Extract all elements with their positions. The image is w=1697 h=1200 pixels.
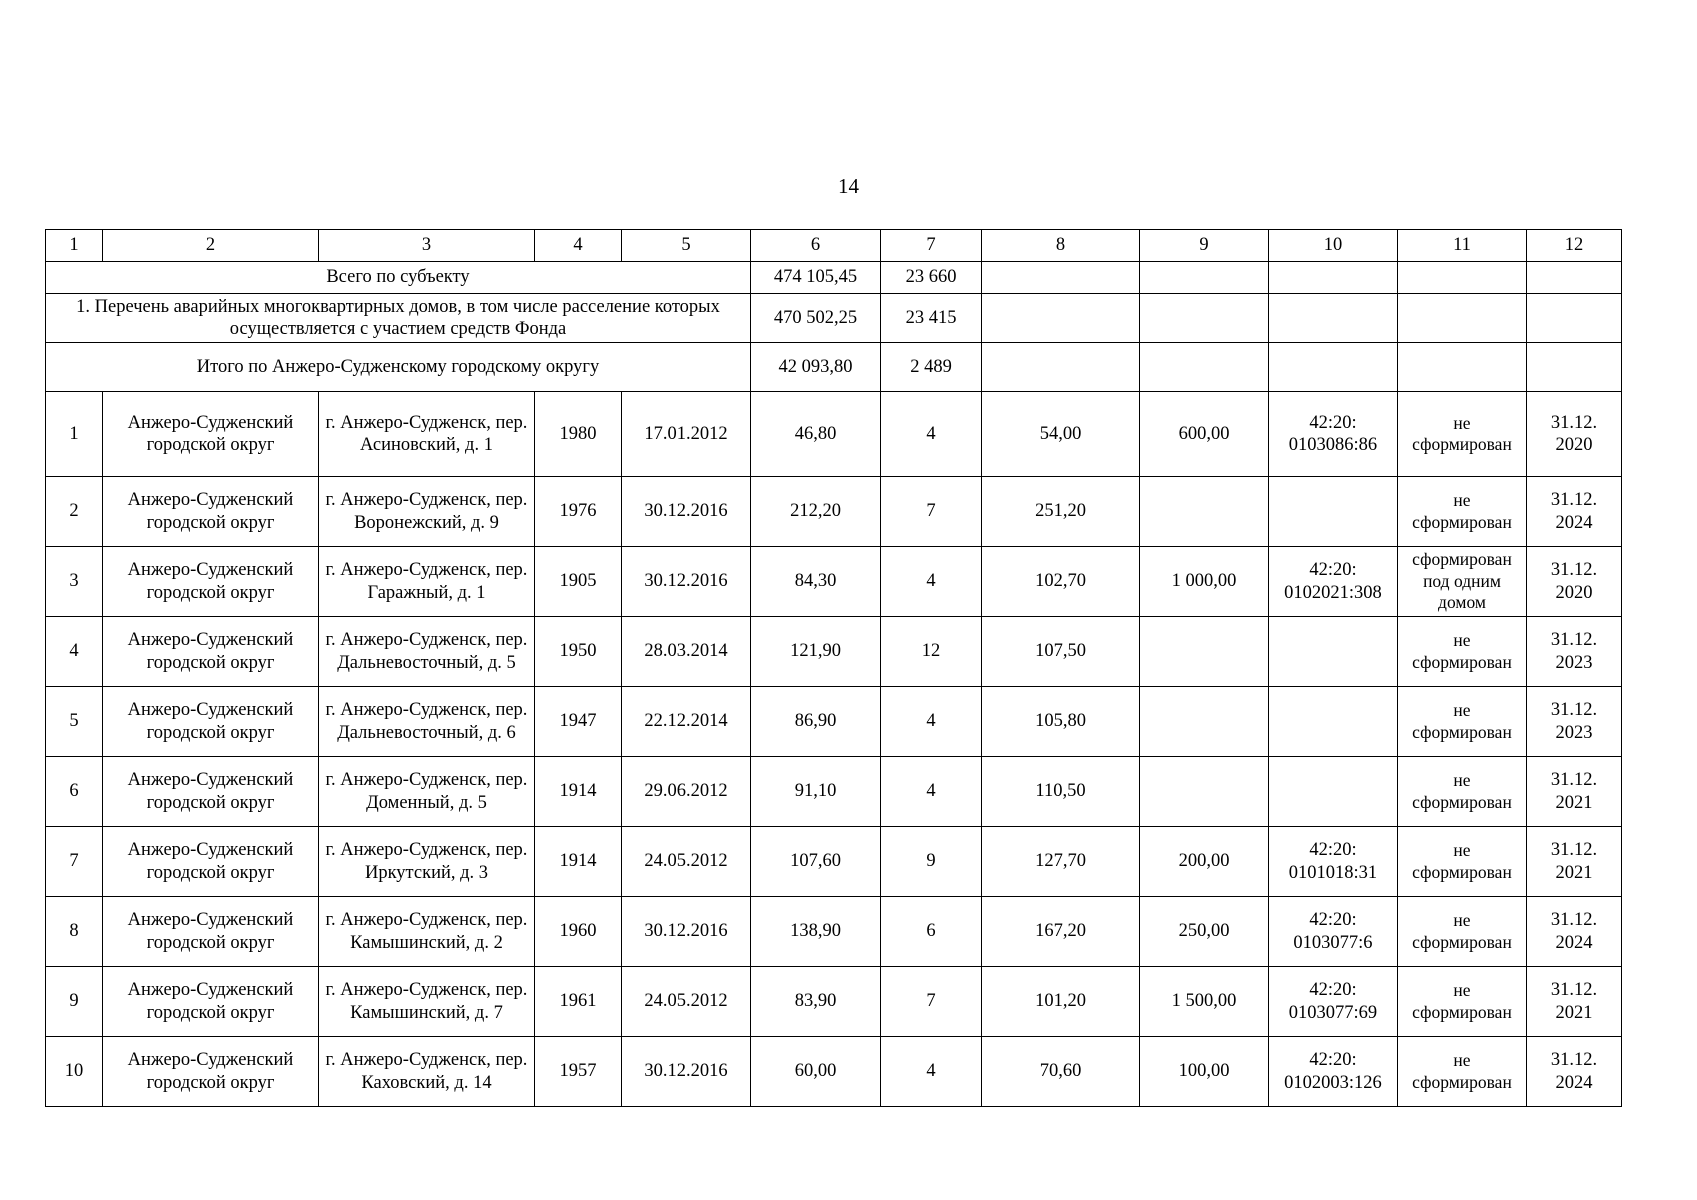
land-area-cell: 250,00	[1140, 897, 1269, 967]
empty-cell	[1527, 262, 1622, 294]
year-built-cell: 1947	[535, 687, 622, 757]
year-built-cell: 1914	[535, 827, 622, 897]
land-status-text: не сформирован	[1412, 1050, 1512, 1092]
municipality-cell: Анжеро-Судженский городской округ	[103, 477, 319, 547]
column-number-header: 11	[1398, 230, 1527, 262]
municipality-cell: Анжеро-Судженский городской округ	[103, 757, 319, 827]
residents-cell: 4	[881, 1037, 982, 1107]
land-status-text: сформирован под одним домом	[1412, 549, 1512, 613]
row-number-cell: 2	[46, 477, 103, 547]
resettlement-deadline-cell: 31.12. 2020	[1527, 392, 1622, 477]
cadastral-number-cell: 42:20: 0103077:6	[1269, 897, 1398, 967]
table-row	[46, 687, 1622, 757]
year-built-cell: 1976	[535, 477, 622, 547]
column-number-header: 5	[622, 230, 751, 262]
land-area-cell: 1 500,00	[1140, 967, 1269, 1037]
emergency-date-cell: 22.12.2014	[622, 687, 751, 757]
table-row	[46, 477, 1622, 547]
emergency-date-cell: 30.12.2016	[622, 547, 751, 617]
cadastral-number-cell	[1269, 687, 1398, 757]
cadastral-number-cell	[1269, 757, 1398, 827]
table-row	[46, 757, 1622, 827]
resettlement-deadline-cell: 31.12. 2024	[1527, 1037, 1622, 1107]
resettlement-deadline-cell: 31.12. 2023	[1527, 687, 1622, 757]
empty-cell	[1269, 262, 1398, 294]
empty-cell	[1140, 343, 1269, 392]
column-number-header: 7	[881, 230, 982, 262]
empty-cell	[1269, 343, 1398, 392]
total-area-cell: 110,50	[982, 757, 1140, 827]
residents-cell: 4	[881, 687, 982, 757]
total-area-cell: 107,50	[982, 617, 1140, 687]
emergency-date-cell: 24.05.2012	[622, 827, 751, 897]
column-number-header: 4	[535, 230, 622, 262]
empty-cell	[1527, 294, 1622, 343]
emergency-date-cell: 28.03.2014	[622, 617, 751, 687]
living-area-cell: 107,60	[751, 827, 881, 897]
land-area-cell	[1140, 687, 1269, 757]
cadastral-number-cell: 42:20: 0102003:126	[1269, 1037, 1398, 1107]
summary-row	[46, 343, 1622, 392]
year-built-cell: 1980	[535, 392, 622, 477]
municipality-cell: Анжеро-Судженский городской округ	[103, 967, 319, 1037]
total-area-cell: 101,20	[982, 967, 1140, 1037]
table-row	[46, 547, 1622, 617]
column-number-header: 9	[1140, 230, 1269, 262]
residents-cell: 4	[881, 757, 982, 827]
table-body	[46, 230, 1622, 1107]
summary-label: 1. Перечень аварийных многоквартирных домов, в том числе расселение которых осуществляется с участием средств Фонда	[46, 294, 751, 343]
row-number-cell: 7	[46, 827, 103, 897]
emergency-date-cell: 24.05.2012	[622, 967, 751, 1037]
summary-label: Всего по субъекту	[46, 262, 751, 294]
year-built-cell: 1950	[535, 617, 622, 687]
land-status-cell	[1398, 897, 1527, 967]
total-area-cell: 251,20	[982, 477, 1140, 547]
emergency-date-cell: 30.12.2016	[622, 477, 751, 547]
land-status-text: не сформирован	[1412, 910, 1512, 952]
total-area-cell: 167,20	[982, 897, 1140, 967]
column-number-header: 10	[1269, 230, 1398, 262]
land-status-cell	[1398, 477, 1527, 547]
land-status-text: не сформирован	[1412, 412, 1512, 454]
resettlement-deadline-cell: 31.12. 2021	[1527, 827, 1622, 897]
land-status-cell	[1398, 967, 1527, 1037]
land-status-cell	[1398, 392, 1527, 477]
address-cell: г. Анжеро-Судженск, пер. Камышинский, д. 2	[319, 897, 535, 967]
land-status-cell	[1398, 617, 1527, 687]
row-number-cell: 1	[46, 392, 103, 477]
total-area-cell: 102,70	[982, 547, 1140, 617]
address-cell: г. Анжеро-Судженск, пер. Дальневосточный, д. 6	[319, 687, 535, 757]
table-row	[46, 617, 1622, 687]
land-status-cell	[1398, 687, 1527, 757]
land-status-text: не сформирован	[1412, 700, 1512, 742]
living-area-cell: 60,00	[751, 1037, 881, 1107]
column-number-header: 3	[319, 230, 535, 262]
row-number-cell: 5	[46, 687, 103, 757]
address-cell: г. Анжеро-Судженск, пер. Воронежский, д. 9	[319, 477, 535, 547]
land-area-cell	[1140, 617, 1269, 687]
housing-registry-table	[45, 229, 1622, 1107]
cadastral-number-cell: 42:20: 0102021:308	[1269, 547, 1398, 617]
table-row	[46, 1037, 1622, 1107]
empty-cell	[982, 343, 1140, 392]
resettlement-deadline-cell: 31.12. 2021	[1527, 967, 1622, 1037]
living-area-cell: 121,90	[751, 617, 881, 687]
year-built-cell: 1961	[535, 967, 622, 1037]
residents-cell: 4	[881, 392, 982, 477]
summary-row	[46, 294, 1622, 343]
land-status-text: не сформирован	[1412, 980, 1512, 1022]
address-cell: г. Анжеро-Судженск, пер. Дальневосточный, д. 5	[319, 617, 535, 687]
land-area-cell: 600,00	[1140, 392, 1269, 477]
total-area-cell: 105,80	[982, 687, 1140, 757]
municipality-cell: Анжеро-Судженский городской округ	[103, 827, 319, 897]
address-cell: г. Анжеро-Судженск, пер. Асиновский, д. 1	[319, 392, 535, 477]
land-status-text: не сформирован	[1412, 630, 1512, 672]
page-number: 14	[838, 174, 859, 198]
summary-residents: 23 415	[881, 294, 982, 343]
resettlement-deadline-cell: 31.12. 2024	[1527, 477, 1622, 547]
land-area-cell	[1140, 477, 1269, 547]
municipality-cell: Анжеро-Судженский городской округ	[103, 1037, 319, 1107]
column-number-row	[46, 230, 1622, 262]
land-status-cell	[1398, 547, 1527, 617]
summary-total-area: 470 502,25	[751, 294, 881, 343]
empty-cell	[1140, 294, 1269, 343]
empty-cell	[1398, 262, 1527, 294]
table-row	[46, 392, 1622, 477]
land-area-cell: 100,00	[1140, 1037, 1269, 1107]
resettlement-deadline-cell: 31.12. 2021	[1527, 757, 1622, 827]
address-cell: г. Анжеро-Судженск, пер. Доменный, д. 5	[319, 757, 535, 827]
land-status-text: не сформирован	[1412, 770, 1512, 812]
residents-cell: 6	[881, 897, 982, 967]
column-number-header: 6	[751, 230, 881, 262]
living-area-cell: 46,80	[751, 392, 881, 477]
address-cell: г. Анжеро-Судженск, пер. Иркутский, д. 3	[319, 827, 535, 897]
municipality-cell: Анжеро-Судженский городской округ	[103, 392, 319, 477]
municipality-cell: Анжеро-Судженский городской округ	[103, 897, 319, 967]
column-number-header: 2	[103, 230, 319, 262]
row-number-cell: 9	[46, 967, 103, 1037]
summary-residents: 23 660	[881, 262, 982, 294]
emergency-date-cell: 30.12.2016	[622, 1037, 751, 1107]
living-area-cell: 84,30	[751, 547, 881, 617]
cadastral-number-cell: 42:20: 0103077:69	[1269, 967, 1398, 1037]
land-status-text: не сформирован	[1412, 840, 1512, 882]
land-area-cell: 1 000,00	[1140, 547, 1269, 617]
living-area-cell: 138,90	[751, 897, 881, 967]
summary-total-area: 474 105,45	[751, 262, 881, 294]
empty-cell	[982, 262, 1140, 294]
year-built-cell: 1957	[535, 1037, 622, 1107]
summary-total-area: 42 093,80	[751, 343, 881, 392]
residents-cell: 7	[881, 477, 982, 547]
total-area-cell: 54,00	[982, 392, 1140, 477]
residents-cell: 9	[881, 827, 982, 897]
land-status-cell	[1398, 827, 1527, 897]
empty-cell	[1269, 294, 1398, 343]
living-area-cell: 86,90	[751, 687, 881, 757]
year-built-cell: 1960	[535, 897, 622, 967]
emergency-date-cell: 29.06.2012	[622, 757, 751, 827]
summary-label: Итого по Анжеро-Судженскому городскому округу	[46, 343, 751, 392]
residents-cell: 4	[881, 547, 982, 617]
land-area-cell	[1140, 757, 1269, 827]
row-number-cell: 4	[46, 617, 103, 687]
resettlement-deadline-cell: 31.12. 2020	[1527, 547, 1622, 617]
table-row	[46, 897, 1622, 967]
cadastral-number-cell: 42:20: 0101018:31	[1269, 827, 1398, 897]
residents-cell: 12	[881, 617, 982, 687]
municipality-cell: Анжеро-Судженский городской округ	[103, 547, 319, 617]
resettlement-deadline-cell: 31.12. 2024	[1527, 897, 1622, 967]
empty-cell	[982, 294, 1140, 343]
address-cell: г. Анжеро-Судженск, пер. Камышинский, д. 7	[319, 967, 535, 1037]
column-number-header: 12	[1527, 230, 1622, 262]
emergency-date-cell: 30.12.2016	[622, 897, 751, 967]
table-row	[46, 967, 1622, 1037]
total-area-cell: 70,60	[982, 1037, 1140, 1107]
empty-cell	[1398, 294, 1527, 343]
cadastral-number-cell	[1269, 477, 1398, 547]
empty-cell	[1398, 343, 1527, 392]
living-area-cell: 83,90	[751, 967, 881, 1037]
row-number-cell: 8	[46, 897, 103, 967]
land-status-cell	[1398, 757, 1527, 827]
year-built-cell: 1914	[535, 757, 622, 827]
table-row	[46, 827, 1622, 897]
address-cell: г. Анжеро-Судженск, пер. Гаражный, д. 1	[319, 547, 535, 617]
row-number-cell: 3	[46, 547, 103, 617]
land-status-cell	[1398, 1037, 1527, 1107]
total-area-cell: 127,70	[982, 827, 1140, 897]
municipality-cell: Анжеро-Судженский городской округ	[103, 687, 319, 757]
land-status-text: не сформирован	[1412, 490, 1512, 532]
residents-cell: 7	[881, 967, 982, 1037]
summary-residents: 2 489	[881, 343, 982, 392]
year-built-cell: 1905	[535, 547, 622, 617]
column-number-header: 1	[46, 230, 103, 262]
summary-row	[46, 262, 1622, 294]
cadastral-number-cell	[1269, 617, 1398, 687]
resettlement-deadline-cell: 31.12. 2023	[1527, 617, 1622, 687]
address-cell: г. Анжеро-Судженск, пер. Каховский, д. 14	[319, 1037, 535, 1107]
living-area-cell: 212,20	[751, 477, 881, 547]
row-number-cell: 10	[46, 1037, 103, 1107]
empty-cell	[1140, 262, 1269, 294]
land-area-cell: 200,00	[1140, 827, 1269, 897]
emergency-date-cell: 17.01.2012	[622, 392, 751, 477]
living-area-cell: 91,10	[751, 757, 881, 827]
municipality-cell: Анжеро-Судженский городской округ	[103, 617, 319, 687]
column-number-header: 8	[982, 230, 1140, 262]
row-number-cell: 6	[46, 757, 103, 827]
cadastral-number-cell: 42:20: 0103086:86	[1269, 392, 1398, 477]
empty-cell	[1527, 343, 1622, 392]
